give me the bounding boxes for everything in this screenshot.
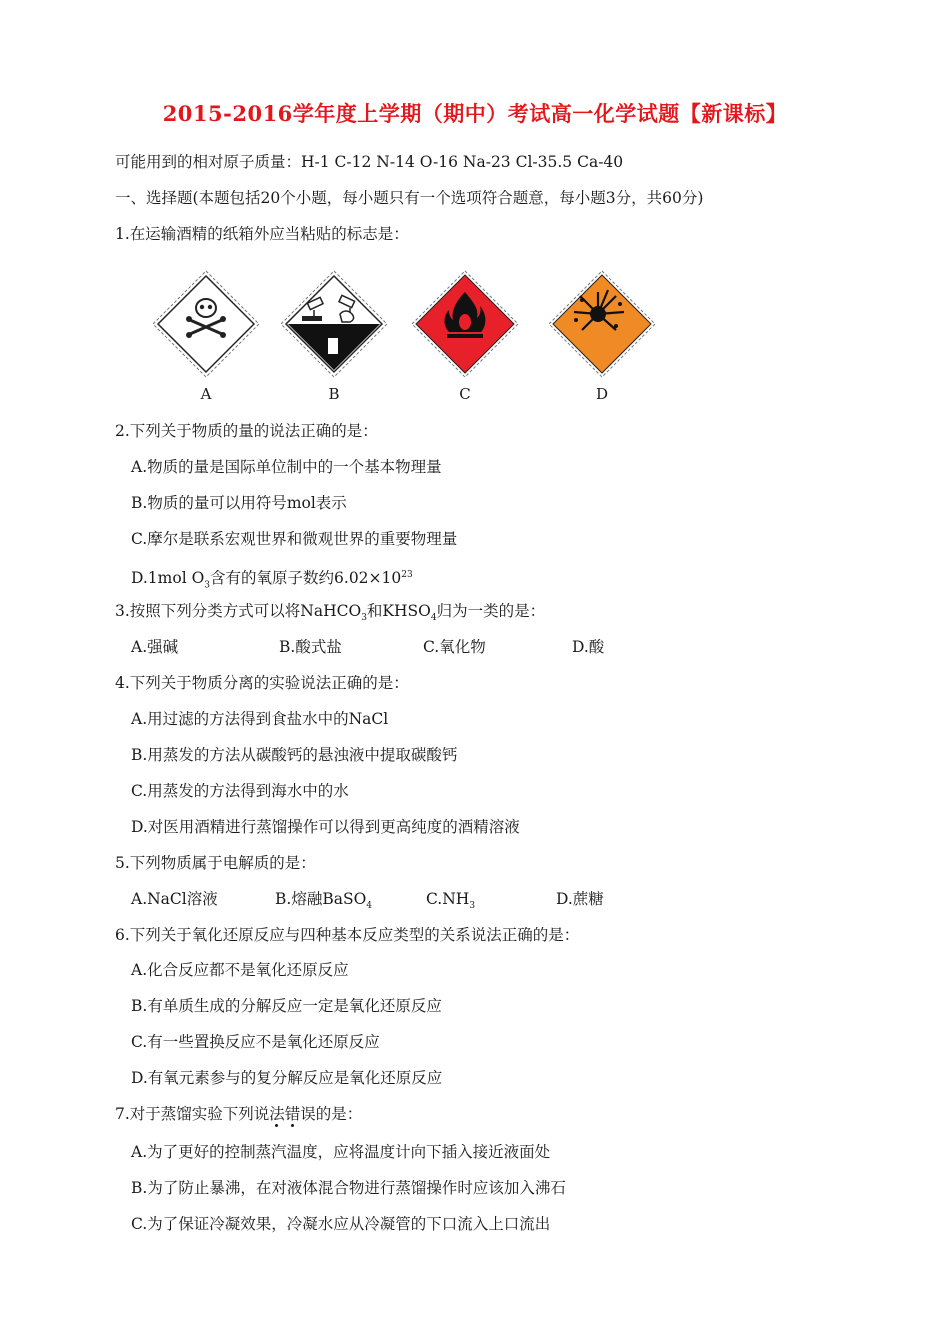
q7-option-a: A.为了更好的控制蒸汽温度，应将温度计向下插入接近液面处 xyxy=(131,1143,551,1161)
question-4-stem: 4.下列关于物质分离的实验说法正确的是： xyxy=(115,674,409,692)
q4-option-d: D.对医用酒精进行蒸馏操作可以得到更高纯度的酒精溶液 xyxy=(131,818,520,836)
sign-d xyxy=(546,268,658,403)
question-6-stem: 6.下列关于氧化还原反应与四种基本反应类型的关系说法正确的是： xyxy=(115,926,580,944)
sign-a xyxy=(150,268,262,403)
q5-b-text: B.熔融BaSO xyxy=(275,890,367,908)
q3-stem-text-3: 归为一类的是： xyxy=(436,602,546,620)
q5-b-subscript: 4 xyxy=(366,901,373,912)
sign-a-label: A xyxy=(200,385,212,403)
q2-d-subscript: 3 xyxy=(204,580,211,591)
question-1-stem: 1.在运输酒精的纸箱外应当粘贴的标志是： xyxy=(115,225,409,243)
flammable-flame-icon xyxy=(409,268,521,380)
q3-option-c: C.氧化物 xyxy=(423,638,486,656)
q3-stem-sub-2: 4 xyxy=(430,613,437,624)
hazard-signs-row xyxy=(150,268,660,408)
emphasis-dots xyxy=(271,1124,311,1130)
emphasis-dot xyxy=(275,1124,278,1127)
q5-c-text: C.NH xyxy=(426,890,470,908)
q3-option-d: D.酸 xyxy=(572,638,605,656)
q7-option-c: C.为了保证冷凝效果，冷凝水应从冷凝管的下口流入上口流出 xyxy=(131,1215,551,1233)
sign-b-label: B xyxy=(328,385,340,403)
q6-option-d: D.有氧元素参与的复分解反应是氧化还原反应 xyxy=(131,1069,443,1087)
q5-option-b xyxy=(275,889,372,916)
q5-option-c xyxy=(426,889,475,916)
q5-option-d: D.蔗糖 xyxy=(556,890,604,908)
q2-option-a: A.物质的量是国际单位制中的一个基本物理量 xyxy=(131,458,442,476)
q3-option-a: A.强碱 xyxy=(131,638,179,656)
sign-c-label: C xyxy=(459,385,471,403)
q5-option-a: A.NaCl溶液 xyxy=(131,890,218,908)
atomic-masses-note: 可能用到的相对原子质量：H-1 C-12 N-14 O-16 Na-23 Cl-35.5 Ca-40 xyxy=(115,153,624,171)
page-title: 2015-2016学年度上学期（期中）考试高一化学试题【新课标】 xyxy=(162,101,788,126)
corrosive-icon xyxy=(278,268,390,380)
question-3-stem xyxy=(115,601,545,628)
toxic-skull-icon xyxy=(150,268,262,380)
q3-stem-text-1: 3.按照下列分类方式可以将NaHCO xyxy=(115,602,362,620)
q5-c-subscript: 3 xyxy=(469,901,476,912)
question-2-stem: 2.下列关于物质的量的说法正确的是： xyxy=(115,422,378,440)
sign-d-label: D xyxy=(595,385,609,403)
q6-option-c: C.有一些置换反应不是氧化还原反应 xyxy=(131,1033,380,1051)
emphasis-dot xyxy=(291,1124,294,1127)
q6-option-a: A.化合反应都不是氧化还原反应 xyxy=(131,961,349,979)
q3-stem-sub-1: 3 xyxy=(361,613,367,624)
q7-option-b: B.为了防止暴沸，在对液体混合物进行蒸馏操作时应该加入沸石 xyxy=(131,1179,566,1197)
q2-d-text-1: D.1mol O xyxy=(131,569,205,588)
q6-option-b: B.有单质生成的分解反应一定是氧化还原反应 xyxy=(131,997,442,1015)
question-5-stem: 5.下列物质属于电解质的是： xyxy=(115,854,316,872)
q4-option-b: B.用蒸发的方法从碳酸钙的悬浊液中提取碳酸钙 xyxy=(131,746,458,764)
q3-stem-text-2: 和KHSO xyxy=(366,602,431,620)
question-7-stem: 7.对于蒸馏实验下列说法错误的是： xyxy=(115,1105,363,1123)
q2-option-c: C.摩尔是联系宏观世界和微观世界的重要物理量 xyxy=(131,530,458,548)
q4-option-c: C.用蒸发的方法得到海水中的水 xyxy=(131,782,349,800)
q2-d-superscript: 23 xyxy=(401,570,413,580)
explosive-icon xyxy=(546,268,658,380)
sign-b xyxy=(278,268,390,403)
q2-option-b: B.物质的量可以用符号mol表示 xyxy=(131,494,347,512)
q2-option-d xyxy=(131,565,413,595)
q2-d-text-2: 含有的氧原子数约6.02×10 xyxy=(210,569,402,588)
sign-c xyxy=(409,268,521,403)
q4-option-a: A.用过滤的方法得到食盐水中的NaCl xyxy=(131,710,389,728)
section-heading: 一、选择题(本题包括20个小题，每小题只有一个选项符合题意，每小题3分，共60分) xyxy=(115,189,704,207)
q3-option-b: B.酸式盐 xyxy=(279,638,342,656)
